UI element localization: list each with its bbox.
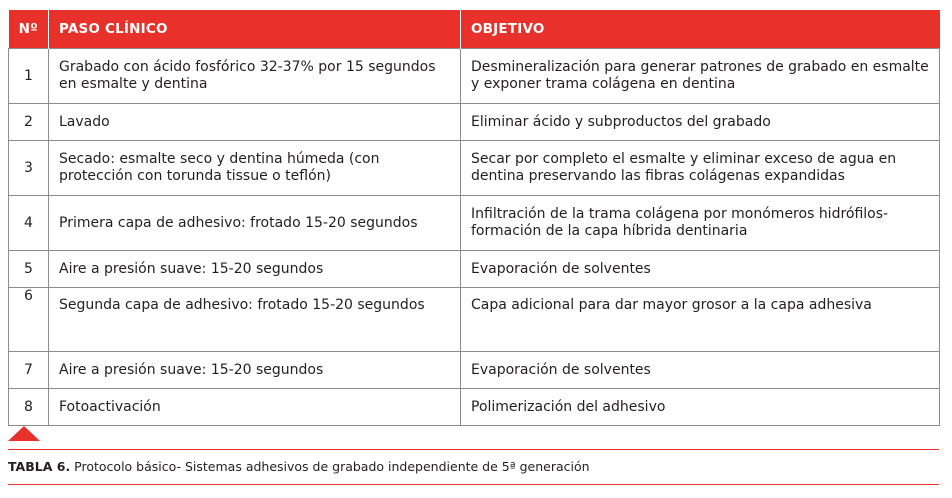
- row-num: 8: [9, 389, 49, 426]
- row-objetivo: Evaporación de solventes: [461, 352, 940, 389]
- row-paso: Segunda capa de adhesivo: frotado 15-20 segundos: [49, 288, 461, 352]
- table-row: [9, 49, 940, 104]
- caption-text: Protocolo básico- Sistemas adhesivos de grabado independiente de 5ª generación: [70, 459, 590, 474]
- protocol-table: [8, 10, 940, 426]
- row-num: 5: [9, 251, 49, 288]
- row-num: 3: [9, 141, 49, 196]
- row-objetivo: Polimerización del adhesivo: [461, 389, 940, 426]
- table-row: [9, 288, 940, 352]
- row-paso: Grabado con ácido fosfórico 32-37% por 15 segundos en esmalte y dentina: [49, 49, 461, 104]
- table-row: [9, 352, 940, 389]
- row-objetivo: Eliminar ácido y subproductos del grabado: [461, 104, 940, 141]
- row-paso: Primera capa de adhesivo: frotado 15-20 segundos: [49, 196, 461, 251]
- protocol-table-wrapper: [8, 10, 939, 426]
- row-num: 6: [9, 288, 49, 352]
- row-objetivo: Evaporación de solventes: [461, 251, 940, 288]
- header-objetivo: OBJETIVO: [461, 10, 940, 49]
- table-row: [9, 104, 940, 141]
- caption-top-rule: [8, 449, 939, 450]
- row-paso: Lavado: [49, 104, 461, 141]
- row-num: 7: [9, 352, 49, 389]
- table-row: [9, 389, 940, 426]
- row-num: 4: [9, 196, 49, 251]
- table-row: [9, 251, 940, 288]
- caption-label: TABLA 6.: [8, 459, 71, 474]
- row-paso: Aire a presión suave: 15-20 segundos: [49, 352, 461, 389]
- table-header-row: [9, 10, 940, 49]
- row-paso: Aire a presión suave: 15-20 segundos: [49, 251, 461, 288]
- table-row: [9, 141, 940, 196]
- triangle-icon: [8, 426, 40, 441]
- row-objetivo: Infiltración de la trama colágena por monómeros hidrófilos- formación de la capa híbrida dentinaria: [461, 196, 940, 251]
- header-paso-clinico: PASO CLÍNICO: [49, 10, 461, 49]
- row-paso: Fotoactivación: [49, 389, 461, 426]
- row-num: 2: [9, 104, 49, 141]
- header-num: Nº: [9, 10, 49, 49]
- row-paso: Secado: esmalte seco y dentina húmeda (con protección con torunda tissue o teflón): [49, 141, 461, 196]
- row-objetivo: Desmineralización para generar patrones de grabado en esmalte y exponer trama colágena en dentina: [461, 49, 940, 104]
- row-objetivo: Capa adicional para dar mayor grosor a la capa adhesiva: [461, 288, 940, 352]
- row-objetivo: Secar por completo el esmalte y eliminar exceso de agua en dentina preservando las fibras colágenas expandidas: [461, 141, 940, 196]
- table-caption: [8, 459, 590, 474]
- table-row: [9, 196, 940, 251]
- caption-bottom-rule: [8, 484, 939, 485]
- row-num: 1: [9, 49, 49, 104]
